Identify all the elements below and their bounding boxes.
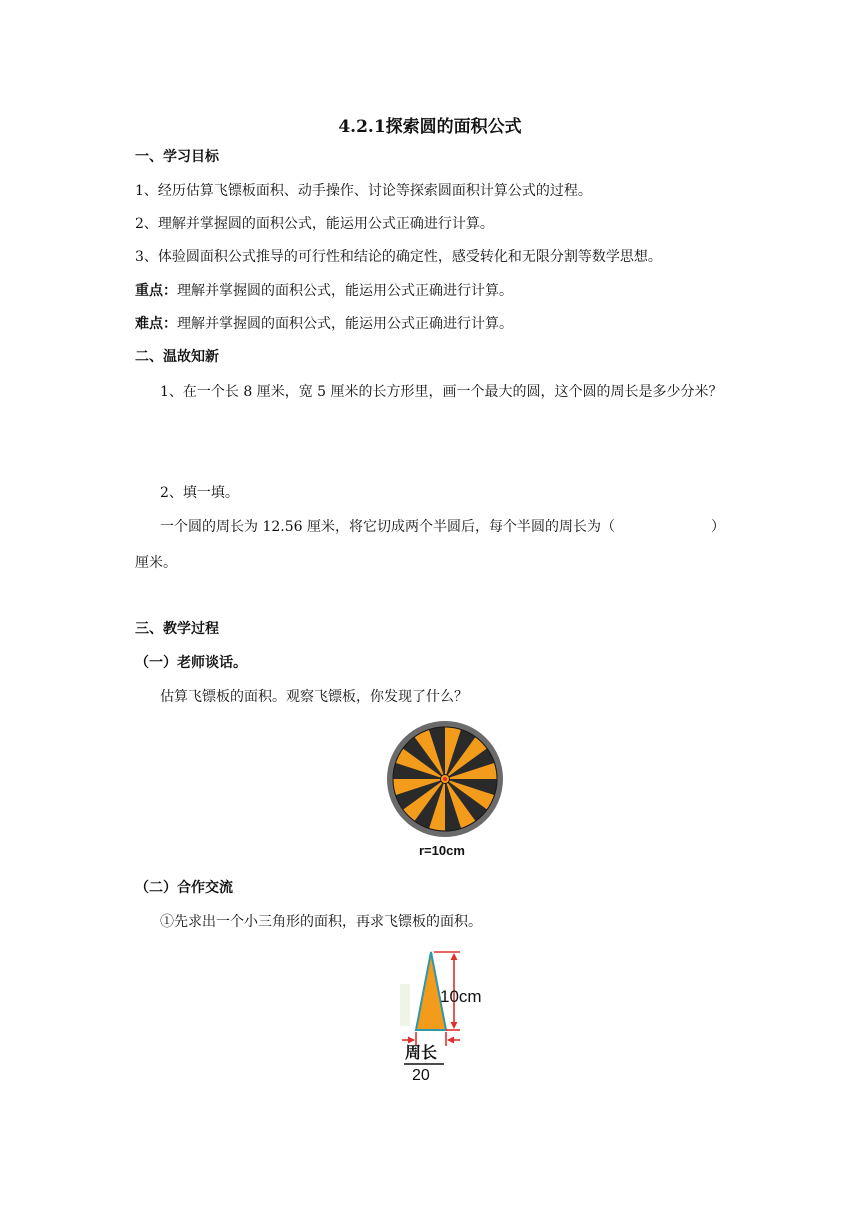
height-arrow-up: [451, 953, 458, 960]
difficult-point-label: 难点：: [135, 316, 177, 332]
key-point-label: 重点：: [135, 283, 177, 299]
subsection-1-heading: （一）老师谈话。: [135, 655, 247, 671]
fill-text-b: ）厘米。: [135, 519, 725, 571]
objective-1: 1、经历估算飞镖板面积、动手操作、讨论等探索圆面积计算公式的过程。: [135, 183, 592, 199]
difficult-point: [135, 313, 513, 335]
dartboard-caption: r=10cm: [419, 843, 465, 858]
section-3-heading: 三、教学过程: [135, 621, 219, 637]
base-arrow-right: [447, 1037, 454, 1044]
triangle-base-denominator: 20: [412, 1067, 430, 1083]
key-point: [135, 280, 513, 302]
dartboard-figure: [384, 718, 506, 840]
review-question-2-text: [135, 509, 735, 581]
difficult-point-text: 理解并掌握圆的面积公式，能运用公式正确进行计算。: [177, 316, 513, 332]
triangle-height-label: 10cm: [440, 987, 482, 1006]
section-1-heading: 一、学习目标: [135, 149, 219, 165]
subsection-1-text: 估算飞镖板的面积。观察飞镖板，你发现了什么？: [160, 689, 468, 705]
dartboard-bullseye: [443, 777, 447, 781]
subsection-2-text: ①先求出一个小三角形的面积，再求飞镖板的面积。: [160, 914, 482, 930]
subsection-2-heading: （二）合作交流: [135, 880, 233, 896]
triangle-base-numerator: 周长: [405, 1043, 438, 1062]
page-title: 4.2.1探索圆的面积公式: [338, 117, 522, 137]
objective-3: 3、体验圆面积公式推导的可行性和结论的确定性，感受转化和无限分割等数学思想。: [135, 249, 662, 265]
figure-background-tint: [400, 984, 410, 1026]
height-arrow-down: [451, 1022, 458, 1029]
review-question-2: 2、填一填。: [160, 485, 239, 501]
objective-2: 2、理解并掌握圆的面积公式，能运用公式正确进行计算。: [135, 216, 494, 232]
review-question-1: 1、在一个长 8 厘米，宽 5 厘米的长方形里，画一个最大的圆，这个圆的周长是多少分米？: [160, 384, 723, 400]
key-point-text: 理解并掌握圆的面积公式，能运用公式正确进行计算。: [177, 283, 513, 299]
section-2-heading: 二、温故知新: [135, 349, 219, 365]
triangle-figure: [396, 948, 506, 1083]
fill-text-a: 一个圆的周长为 12.56 厘米，将它切成两个半圆后，每个半圆的周长为（: [160, 519, 615, 535]
